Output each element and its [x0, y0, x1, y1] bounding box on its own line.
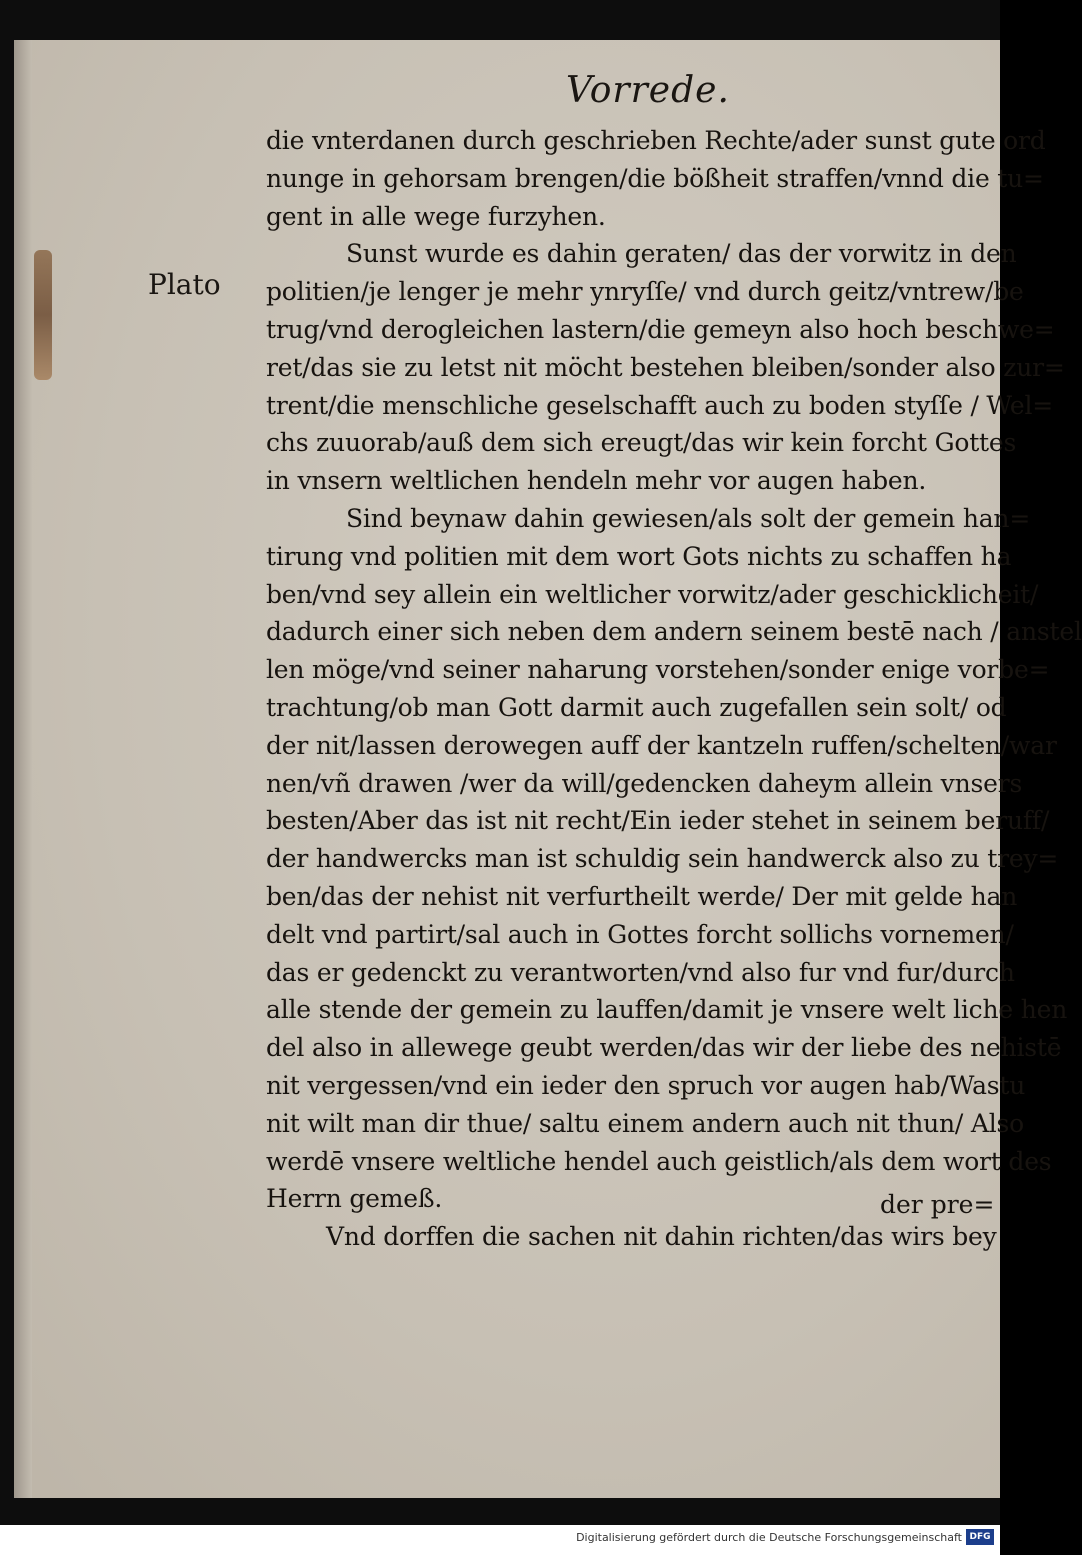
text-line: ret/das sie zu letst nit möcht bestehen bleiben/sonder also zur=: [266, 352, 1065, 382]
body-text: [266, 122, 1082, 1256]
text-line: die vnterdanen durch geschrieben Rechte/ader sunst gute ord: [266, 126, 1046, 155]
text-line: in vnsern weltlichen hendeln mehr vor augen haben.: [266, 466, 927, 496]
text-line: del also in allewege geubt werden/das wir der liebe des nehistē: [266, 1033, 1062, 1063]
dfg-logo: DFG: [966, 1529, 994, 1545]
text-line: besten/Aber das ist nit recht/Ein ieder stehet in seinem beruff/: [266, 806, 1050, 836]
text-line: nen/vñ drawen /wer da will/gedencken daheym allein vnsers: [266, 768, 1023, 798]
text-line: nunge in gehorsam brengen/die bößheit straffen/vnnd die tu=: [266, 163, 1044, 193]
text-line: len möge/vnd seiner naharung vorstehen/sonder enige vorbe=: [266, 655, 1050, 685]
running-head: Vorrede.: [566, 70, 730, 111]
text-line: trug/vnd derogleichen lastern/die gemeyn also hoch beschwe=: [266, 314, 1055, 344]
page-edge: [14, 40, 32, 1498]
text-line: tirung vnd politien mit dem wort Gots nichts zu schaffen ha: [266, 541, 1012, 571]
paragraph-start-line: Vnd dorffen die sachen nit dahin richten/das wirs bey: [326, 1222, 997, 1252]
binding-stain: [34, 250, 52, 380]
text-line: Herrn gemeß.: [266, 1184, 443, 1214]
text-line: gent in alle wege furzyhen.: [266, 201, 606, 231]
text-line: werdē vnsere weltliche hendel auch geistlich/als dem wort des: [266, 1146, 1052, 1176]
text-line: der handwercks man ist schuldig sein handwerck also zu trey=: [266, 844, 1059, 874]
text-line: politien/je lenger je mehr ynryſſe/ vnd durch geitz/vntrew/be: [266, 277, 1024, 307]
text-line: das er gedenckt zu verantworten/vnd also fur vnd fur/durch: [266, 957, 1015, 987]
footer-bar: [0, 1525, 1000, 1555]
text-line: nit wilt man dir thue/ saltu einem andern auch nit thun/ Also: [266, 1108, 1025, 1138]
text-line: chs zuuorab/auß dem sich ereugt/das wir kein forcht Gottes: [266, 428, 1017, 458]
funding-credit: Digitalisierung gefördert durch die Deutsche Forschungsgemeinschaft: [576, 1531, 962, 1544]
text-line: der nit/lassen derowegen auff der kantzeln ruffen/schelten/war: [266, 730, 1057, 760]
text-line: trent/die menschliche geselschafft auch zu boden styſſe / Wel=: [266, 390, 1054, 420]
text-line: ben/vnd sey allein ein weltlicher vorwitz/ader geschicklicheit/: [266, 579, 1039, 609]
paragraph-start-line: Sind beynaw dahin gewiesen/als solt der gemein han=: [346, 503, 1031, 533]
paragraph-start-line: Sunst wurde es dahin geraten/ das der vorwitz in den: [346, 239, 1017, 269]
text-line: delt vnd partirt/sal auch in Gottes forcht sollichs vornemen/: [266, 919, 1014, 949]
catchword: der pre=: [880, 1190, 995, 1219]
text-line: alle stende der gemein zu lauffen/damit je vnsere welt liche hen: [266, 995, 1068, 1025]
text-line: dadurch einer sich neben dem andern seinem bestē nach / anstel: [266, 617, 1082, 647]
text-line: ben/das der nehist nit verfurtheilt werde/ Der mit gelde han: [266, 881, 1018, 911]
marginal-note: Plato: [148, 268, 221, 301]
text-line: nit vergessen/vnd ein ieder den spruch vor augen hab/Wastu: [266, 1070, 1026, 1100]
text-line: trachtung/ob man Gott darmit auch zugefallen sein solt/ od: [266, 692, 1007, 722]
